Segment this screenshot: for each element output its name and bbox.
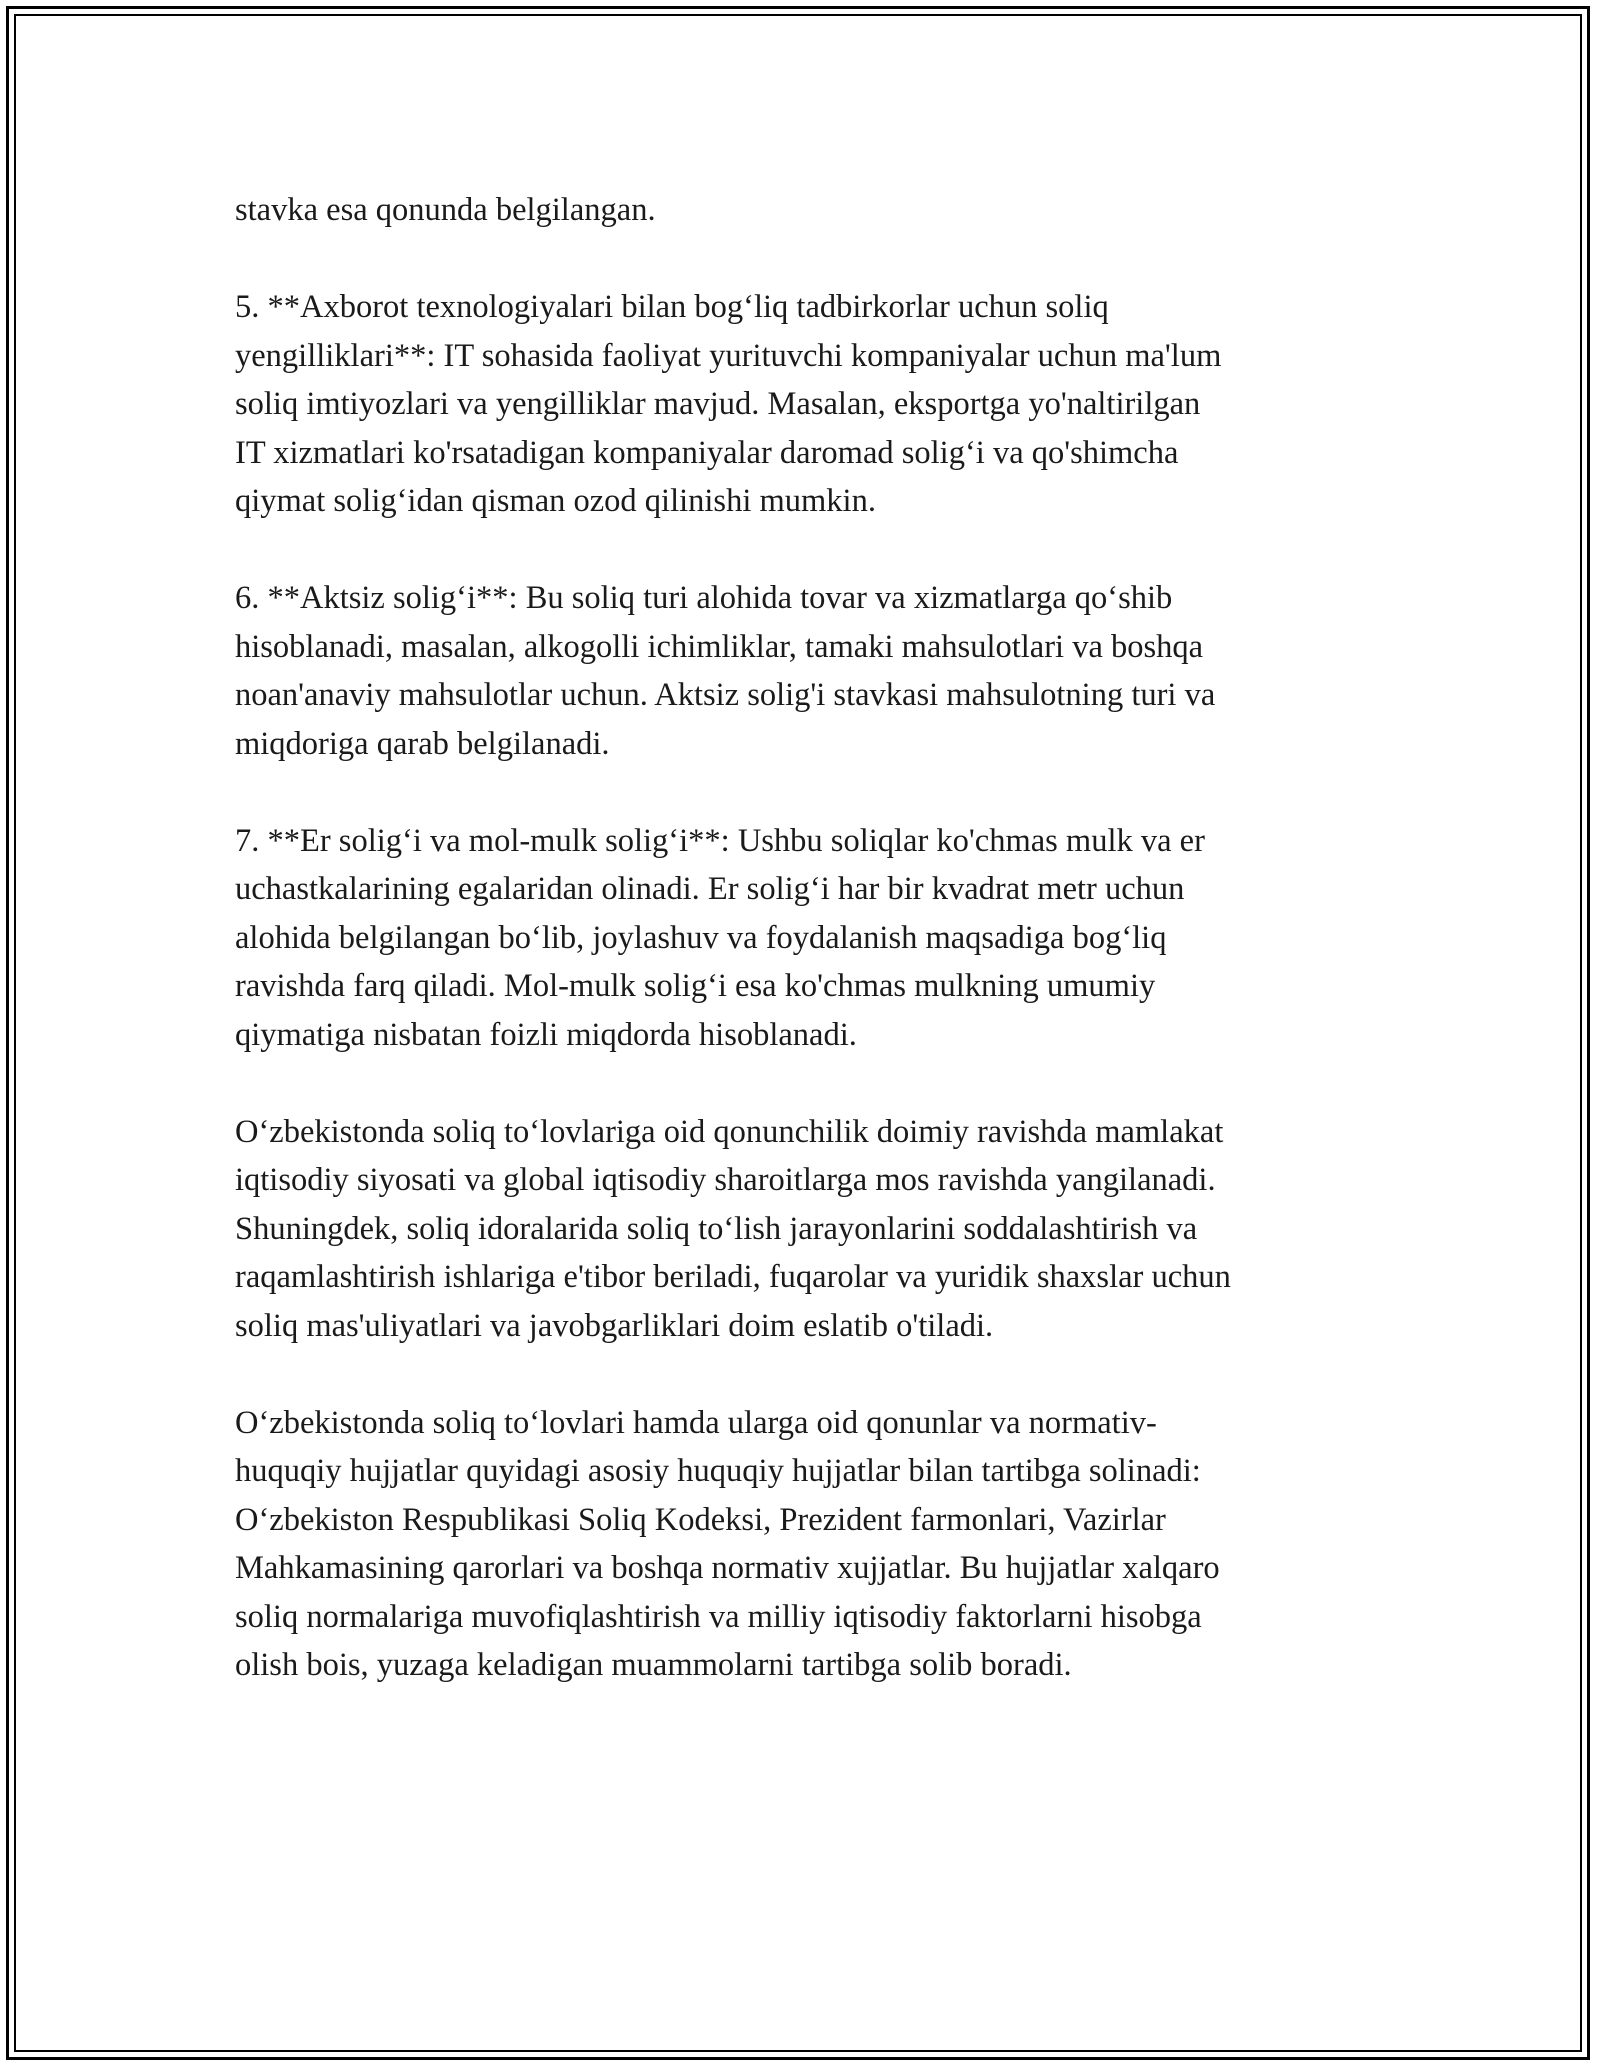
text-line: miqdoriga qarab belgilanadi. [235, 725, 610, 762]
paragraph-item-6 [235, 574, 1365, 768]
paragraph-legal-framework [235, 1399, 1365, 1690]
text-line: O‘zbekistonda soliq to‘lovlariga oid qonunchilik doimiy ravishda mamlakat [235, 1113, 1224, 1150]
text-line: alohida belgilangan bo‘lib, joylashuv va foydalanish maqsadiga bog‘liq [235, 919, 1167, 956]
text-line: 5. **Axborot texnologiyalari bilan bog‘liq tadbirkorlar uchun soliq [235, 289, 1109, 325]
text-line: O‘zbekistonda soliq to‘lovlari hamda ularga oid qonunlar va normativ- [235, 1404, 1157, 1441]
text-line: Shuningdek, soliq idoralarida soliq to‘lish jarayonlarini soddalashtirish va [235, 1210, 1198, 1247]
text-line: stavka esa qonunda belgilangan. [235, 192, 656, 228]
paragraph-continuation [235, 186, 1365, 235]
text-line: ravishda farq qiladi. Mol-mulk solig‘i esa ko'chmas mulkning umumiy [235, 968, 1156, 1004]
text-line: noan'anaviy mahsulotlar uchun. Aktsiz solig'i stavkasi mahsulotning turi va [235, 677, 1216, 713]
text-line: 7. **Er solig‘i va mol-mulk solig‘i**: Ushbu soliqlar ko'chmas mulk va er [235, 822, 1205, 859]
text-line: uchastkalarining egalaridan olinadi. Er solig‘i har bir kvadrat metr uchun [235, 871, 1185, 907]
document-body [235, 186, 1365, 1690]
text-line: iqtisodiy siyosati va global iqtisodiy sharoitlarga mos ravishda yangilanadi. [235, 1162, 1216, 1198]
text-line: yengilliklari**: IT sohasida faoliyat yurituvchi kompaniyalar uchun ma'lum [235, 337, 1222, 374]
text-line: hisoblanadi, masalan, alkogolli ichimliklar, tamaki mahsulotlari va boshqa [235, 628, 1204, 665]
text-line: raqamlashtirish ishlariga e'tibor beriladi, fuqarolar va yuridik shaxslar uchun [235, 1259, 1231, 1295]
paragraph-item-5 [235, 283, 1365, 526]
text-line: IT xizmatlari ko'rsatadigan kompaniyalar daromad solig‘i va qo'shimcha [235, 434, 1179, 471]
text-line: olish bois, yuzaga keladigan muammolarni tartibga solib boradi. [235, 1647, 1072, 1683]
paragraph-item-7 [235, 817, 1365, 1060]
text-line: huquqiy hujjatlar quyidagi asosiy huquqiy hujjatlar bilan tartibga solinadi: [235, 1453, 1201, 1489]
text-line: Mahkamasining qarorlari va boshqa normativ xujjatlar. Bu hujjatlar xalqaro [235, 1550, 1220, 1586]
paragraph-legislation-updates [235, 1108, 1365, 1351]
text-line: O‘zbekiston Respublikasi Soliq Kodeksi, Prezident farmonlari, Vazirlar [235, 1501, 1166, 1538]
text-line: soliq imtiyozlari va yengilliklar mavjud. Masalan, eksportga yo'naltirilgan [235, 386, 1201, 422]
text-line: qiymat solig‘idan qisman ozod qilinishi mumkin. [235, 483, 876, 519]
text-line: soliq mas'uliyatlari va javobgarliklari doim eslatib o'tiladi. [235, 1307, 994, 1344]
text-line: qiymatiga nisbatan foizli miqdorda hisoblanadi. [235, 1016, 857, 1053]
text-line: 6. **Aktsiz solig‘i**: Bu soliq turi alohida tovar va xizmatlarga qo‘shib [235, 580, 1173, 616]
text-line: soliq normalariga muvofiqlashtirish va milliy iqtisodiy faktorlarni hisobga [235, 1598, 1202, 1635]
